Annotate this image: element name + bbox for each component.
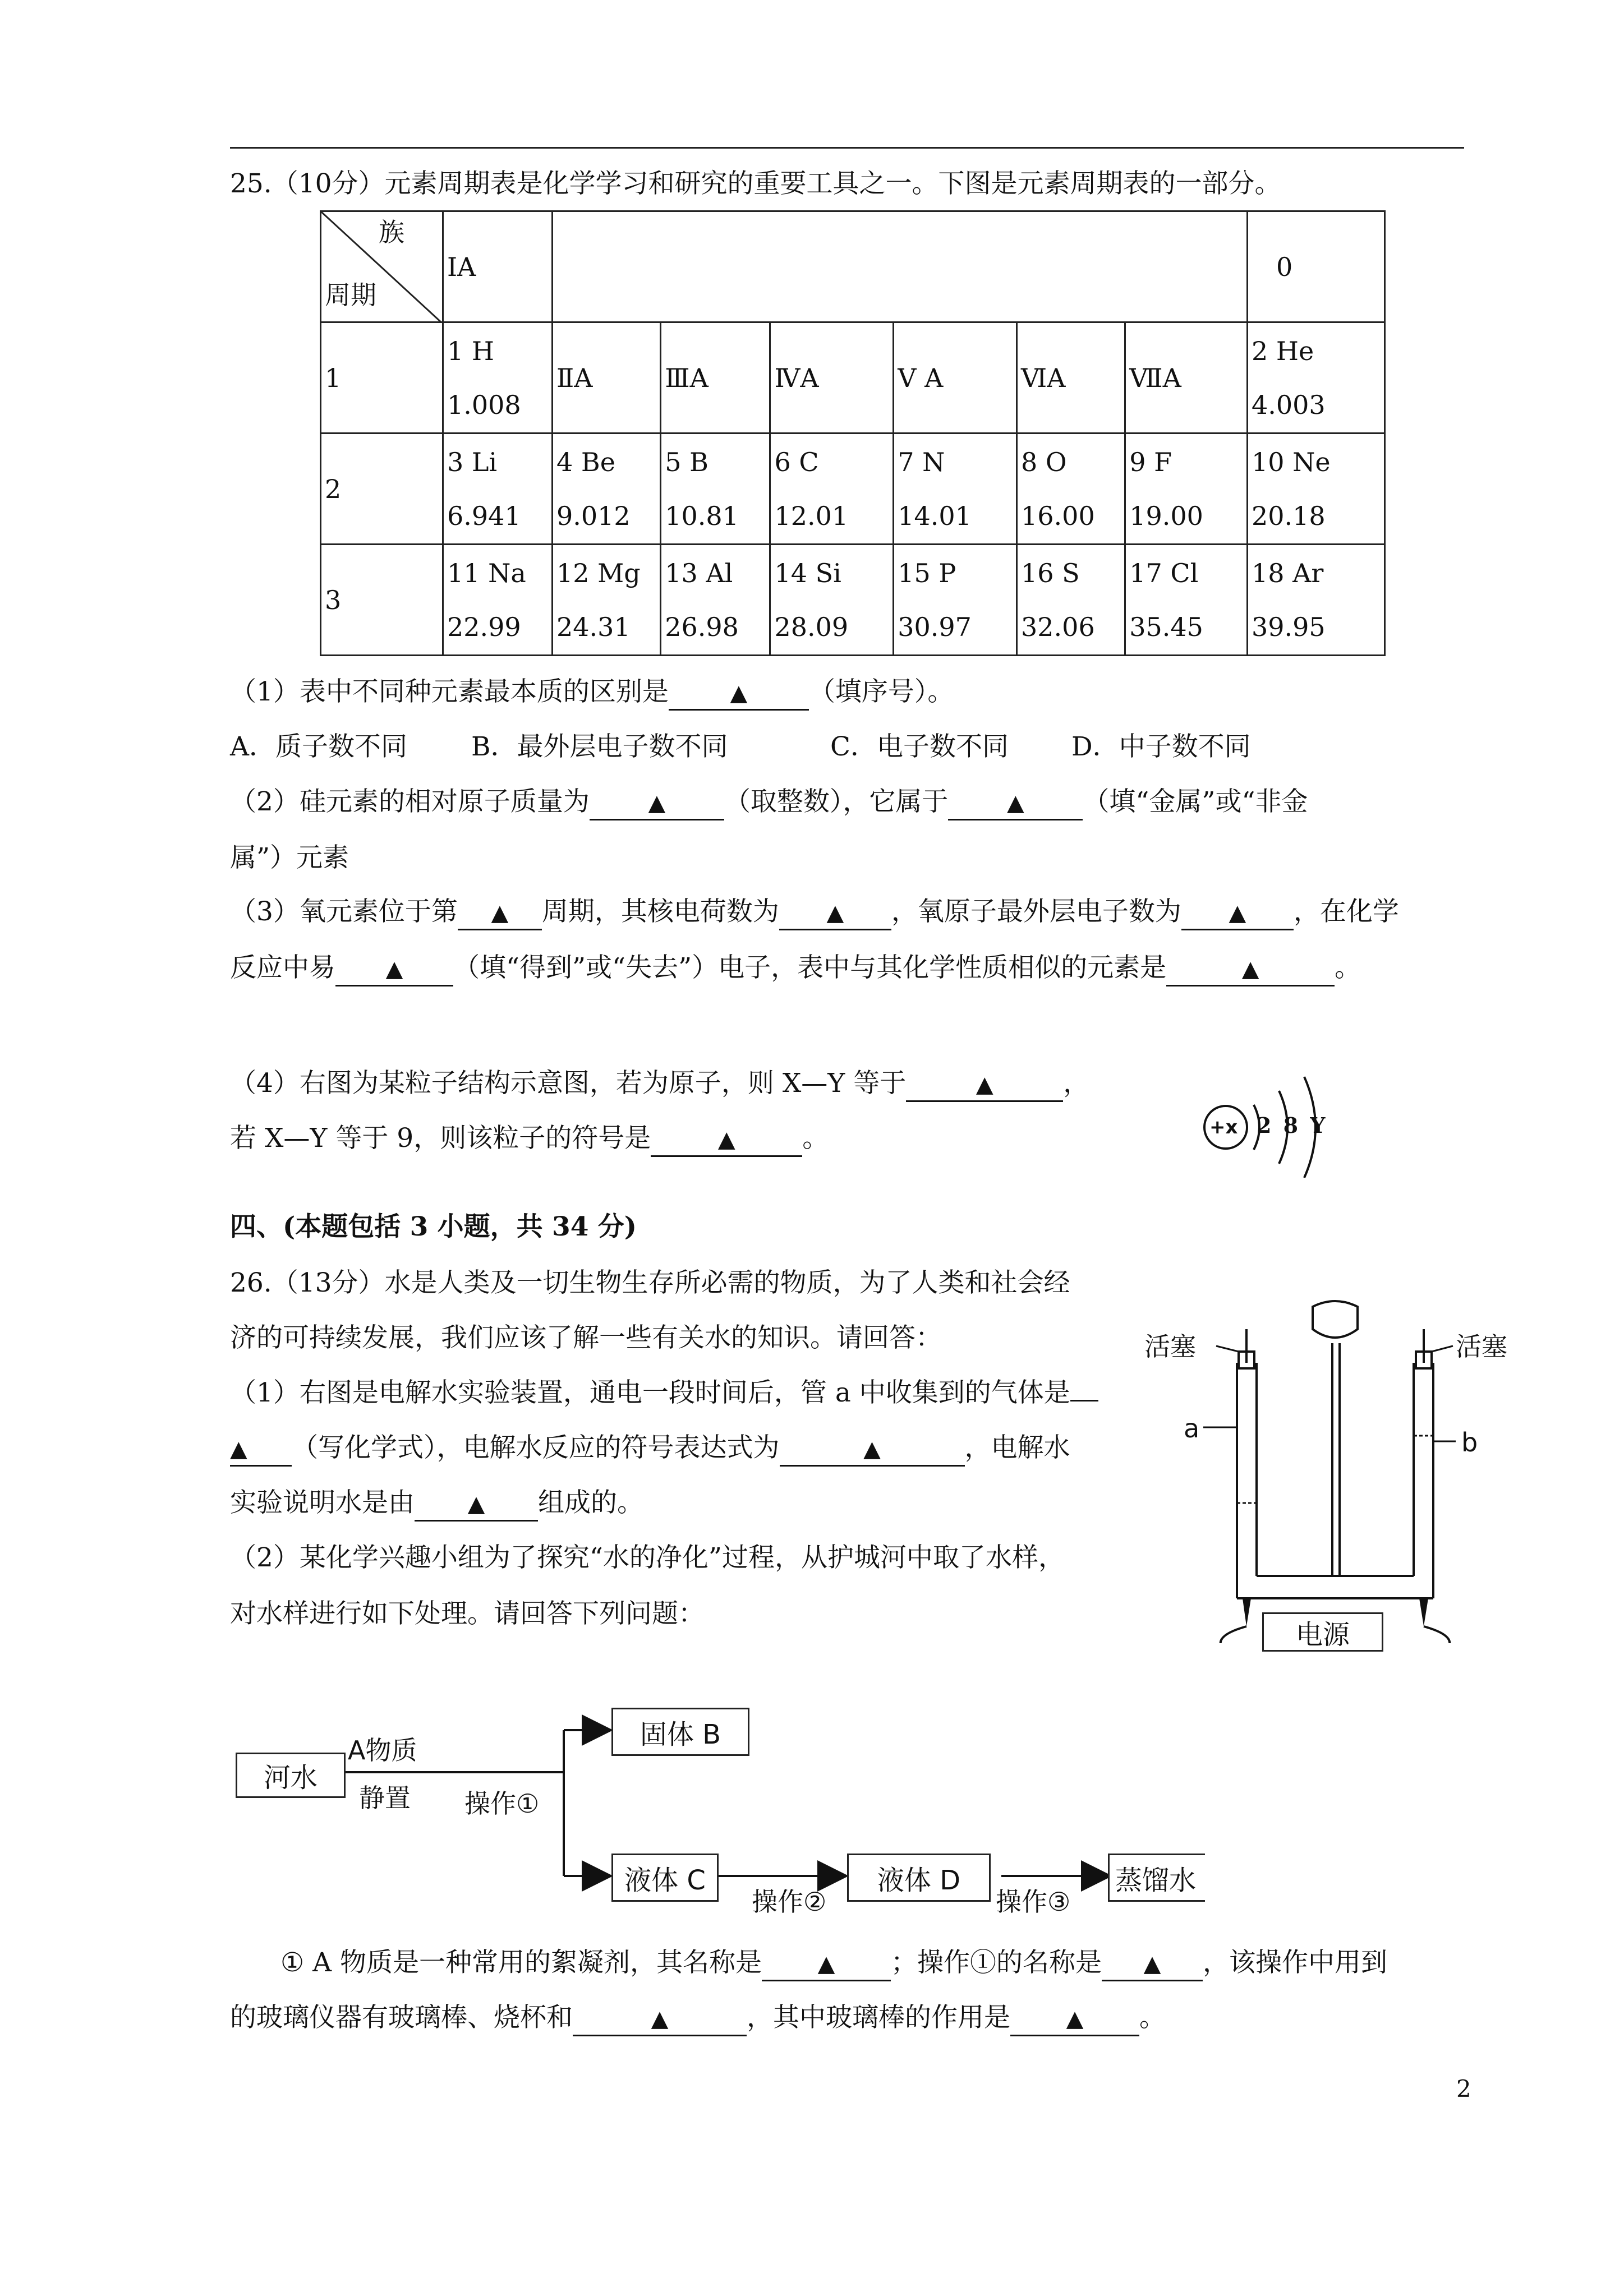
answer-blank[interactable]: ▲ xyxy=(762,1947,891,1981)
electron-shells: 2 8 Y xyxy=(1257,1113,1328,1138)
cell-s: 16 S 32.06 xyxy=(1017,545,1125,656)
group-viia: ⅦA xyxy=(1125,322,1248,434)
answer-blank[interactable]: ▲ xyxy=(1010,2002,1139,2036)
cell-be: 4 Be 9.012 xyxy=(553,434,661,545)
cell-p: 15 P 30.97 xyxy=(894,545,1017,656)
answer-blank[interactable]: ▲ xyxy=(1181,896,1294,930)
cell-b: 5 B 10.81 xyxy=(661,434,770,545)
cell-ar: 18 Ar 39.95 xyxy=(1248,545,1385,656)
option-d[interactable]: D．中子数不同 xyxy=(1071,731,1251,762)
q25-part3: （3）氧元素位于第 ▲ 周期，其核电荷数为 ▲ ，氧原子最外层电子数为 ▲ ，在化学 xyxy=(230,895,1399,930)
period-1: 1 xyxy=(321,322,443,434)
section-4-heading: 四、(本题包括 3 小题，共 34 分) xyxy=(230,1211,637,1242)
answer-blank[interactable]: ▲ xyxy=(669,676,809,711)
cell-f: 9 F 19.00 xyxy=(1125,434,1248,545)
q25-options xyxy=(230,730,1251,764)
flow-liquid-c: 液体 C xyxy=(611,1854,719,1902)
answer-blank[interactable]: ▲ xyxy=(780,1432,965,1467)
group-iiia: ⅢA xyxy=(661,322,770,434)
table-corner-cell xyxy=(321,211,443,322)
nucleus-charge: +x xyxy=(1209,1116,1238,1138)
answer-blank-start[interactable] xyxy=(1070,1400,1098,1401)
cell-n: 7 N 14.01 xyxy=(894,434,1017,545)
q25-part1: （1）表中不同种元素最本质的区别是 ▲ （填序号）。 xyxy=(230,675,954,711)
stopcock-left-label: 活塞 xyxy=(1144,1331,1196,1362)
header-rule xyxy=(230,147,1464,149)
flow-distilled-water: 蒸馏水 xyxy=(1108,1854,1205,1902)
flow-solid-b: 固体 B xyxy=(611,1708,749,1756)
answer-blank[interactable]: ▲ xyxy=(906,1068,1063,1102)
header-ia: IA xyxy=(443,211,553,322)
tube-b-label: b xyxy=(1461,1427,1478,1458)
cell-h: 1 H 1.008 xyxy=(443,322,553,434)
corner-period-label: 周期 xyxy=(325,280,376,310)
cell-cl: 17 Cl 35.45 xyxy=(1125,545,1248,656)
answer-blank[interactable]: ▲ xyxy=(590,786,724,820)
q26-subq1: ① A 物质是一种常用的絮凝剂，其名称是 ▲ ；操作①的名称是 ▲ ，该操作中用到 xyxy=(280,1946,1387,1981)
q26-part2-cont: 对水样进行如下处理。请回答下列问题： xyxy=(230,1598,705,1629)
cell-he: 2 He 4.003 xyxy=(1248,322,1385,434)
flow-a-substance: A物质 xyxy=(348,1735,417,1765)
cell-li: 3 Li 6.941 xyxy=(443,434,553,545)
group-va: Ⅴ A xyxy=(894,322,1017,434)
cell-si: 14 Si 28.09 xyxy=(770,545,894,656)
cell-al: 13 Al 26.98 xyxy=(661,545,770,656)
q25-part4-cont: 若 X—Y 等于 9，则该粒子的符号是 ▲ 。 xyxy=(230,1122,829,1157)
q25-part3-cont: 反应中易 ▲ （填“得到”或“失去”）电子，表中与其化学性质相似的元素是 ▲ 。 xyxy=(230,951,1361,986)
electrolysis-apparatus xyxy=(1144,1295,1509,1643)
answer-blank[interactable]: ▲ xyxy=(230,1432,292,1467)
q26-subq1-cont: 的玻璃仪器有玻璃棒、烧杯和 ▲ ，其中玻璃棒的作用是 ▲ 。 xyxy=(230,2001,1166,2036)
q26-part2: （2）某化学兴趣小组为了探究“水的净化”过程，从护城河中取了水样， xyxy=(230,1542,1065,1573)
q26-line1: 26.（13分）水是人类及一切生物生存所必需的物质，为了人类和社会经 xyxy=(230,1267,1070,1298)
answer-blank[interactable]: ▲ xyxy=(779,896,891,930)
flow-op3: 操作③ xyxy=(996,1887,1071,1917)
stopcock-right-label: 活塞 xyxy=(1456,1331,1507,1362)
answer-blank[interactable]: ▲ xyxy=(458,896,542,930)
q26-part1: （1）右图是电解水实验装置，通电一段时间后，管 a 中收集到的气体是 xyxy=(230,1376,1098,1410)
cell-o: 8 O 16.00 xyxy=(1017,434,1125,545)
header-0: 0 xyxy=(1248,211,1385,322)
answer-blank[interactable]: ▲ xyxy=(1166,952,1335,986)
cell-mg: 12 Mg 24.31 xyxy=(553,545,661,656)
q26-part1-cont2: 实验说明水是由 ▲ 组成的。 xyxy=(230,1486,643,1522)
atom-structure-diagram xyxy=(1200,1066,1346,1178)
flow-liquid-d: 液体 D xyxy=(847,1854,991,1902)
periodic-table xyxy=(320,210,1386,656)
tube-a-label: a xyxy=(1184,1413,1200,1444)
header-blank xyxy=(553,211,1248,322)
q26-part1-cont: ▲ （写化学式），电解水反应的符号表达式为 ▲ ，电解水 xyxy=(230,1431,1070,1467)
q25-part2-cont: 属”）元素 xyxy=(230,842,349,873)
flow-op2: 操作② xyxy=(752,1887,827,1917)
group-iva: ⅣA xyxy=(770,322,894,434)
cell-ne: 10 Ne 20.18 xyxy=(1248,434,1385,545)
flow-river-water: 河水 xyxy=(236,1753,346,1798)
q25-part2: （2）硅元素的相对原子质量为 ▲ （取整数），它属于 ▲ （填“金属”或“非金 xyxy=(230,785,1308,820)
period-2: 2 xyxy=(321,434,443,545)
group-via: ⅥA xyxy=(1017,322,1125,434)
option-b[interactable]: B．最外层电子数不同 xyxy=(471,731,728,762)
answer-blank[interactable]: ▲ xyxy=(415,1487,538,1522)
answer-blank[interactable]: ▲ xyxy=(948,786,1083,820)
answer-blank[interactable]: ▲ xyxy=(335,952,453,986)
group-iia: ⅡA xyxy=(553,322,661,434)
corner-group-label: 族 xyxy=(379,217,404,247)
flow-static: 静置 xyxy=(359,1783,411,1813)
q26-line2: 济的可持续发展，我们应该了解一些有关水的知识。请回答： xyxy=(230,1322,942,1353)
cell-c: 6 C 12.01 xyxy=(770,434,894,545)
answer-blank[interactable]: ▲ xyxy=(573,2002,747,2036)
answer-blank[interactable]: ▲ xyxy=(651,1123,802,1157)
period-3: 3 xyxy=(321,545,443,656)
flow-op1: 操作① xyxy=(464,1788,540,1819)
option-a[interactable]: A．质子数不同 xyxy=(230,731,407,762)
option-c[interactable]: C．电子数不同 xyxy=(830,731,1009,762)
q25-title: 25.（10分）元素周期表是化学学习和研究的重要工具之一。下图是元素周期表的一部分。 xyxy=(230,168,1281,199)
q25-part4: （4）右图为某粒子结构示意图，若为原子，则 X—Y 等于 ▲ ， xyxy=(230,1067,1089,1102)
answer-blank[interactable]: ▲ xyxy=(1102,1947,1203,1981)
page-number: 2 xyxy=(1456,2075,1471,2103)
power-supply: 电源 xyxy=(1262,1612,1383,1652)
cell-na: 11 Na 22.99 xyxy=(443,545,553,656)
